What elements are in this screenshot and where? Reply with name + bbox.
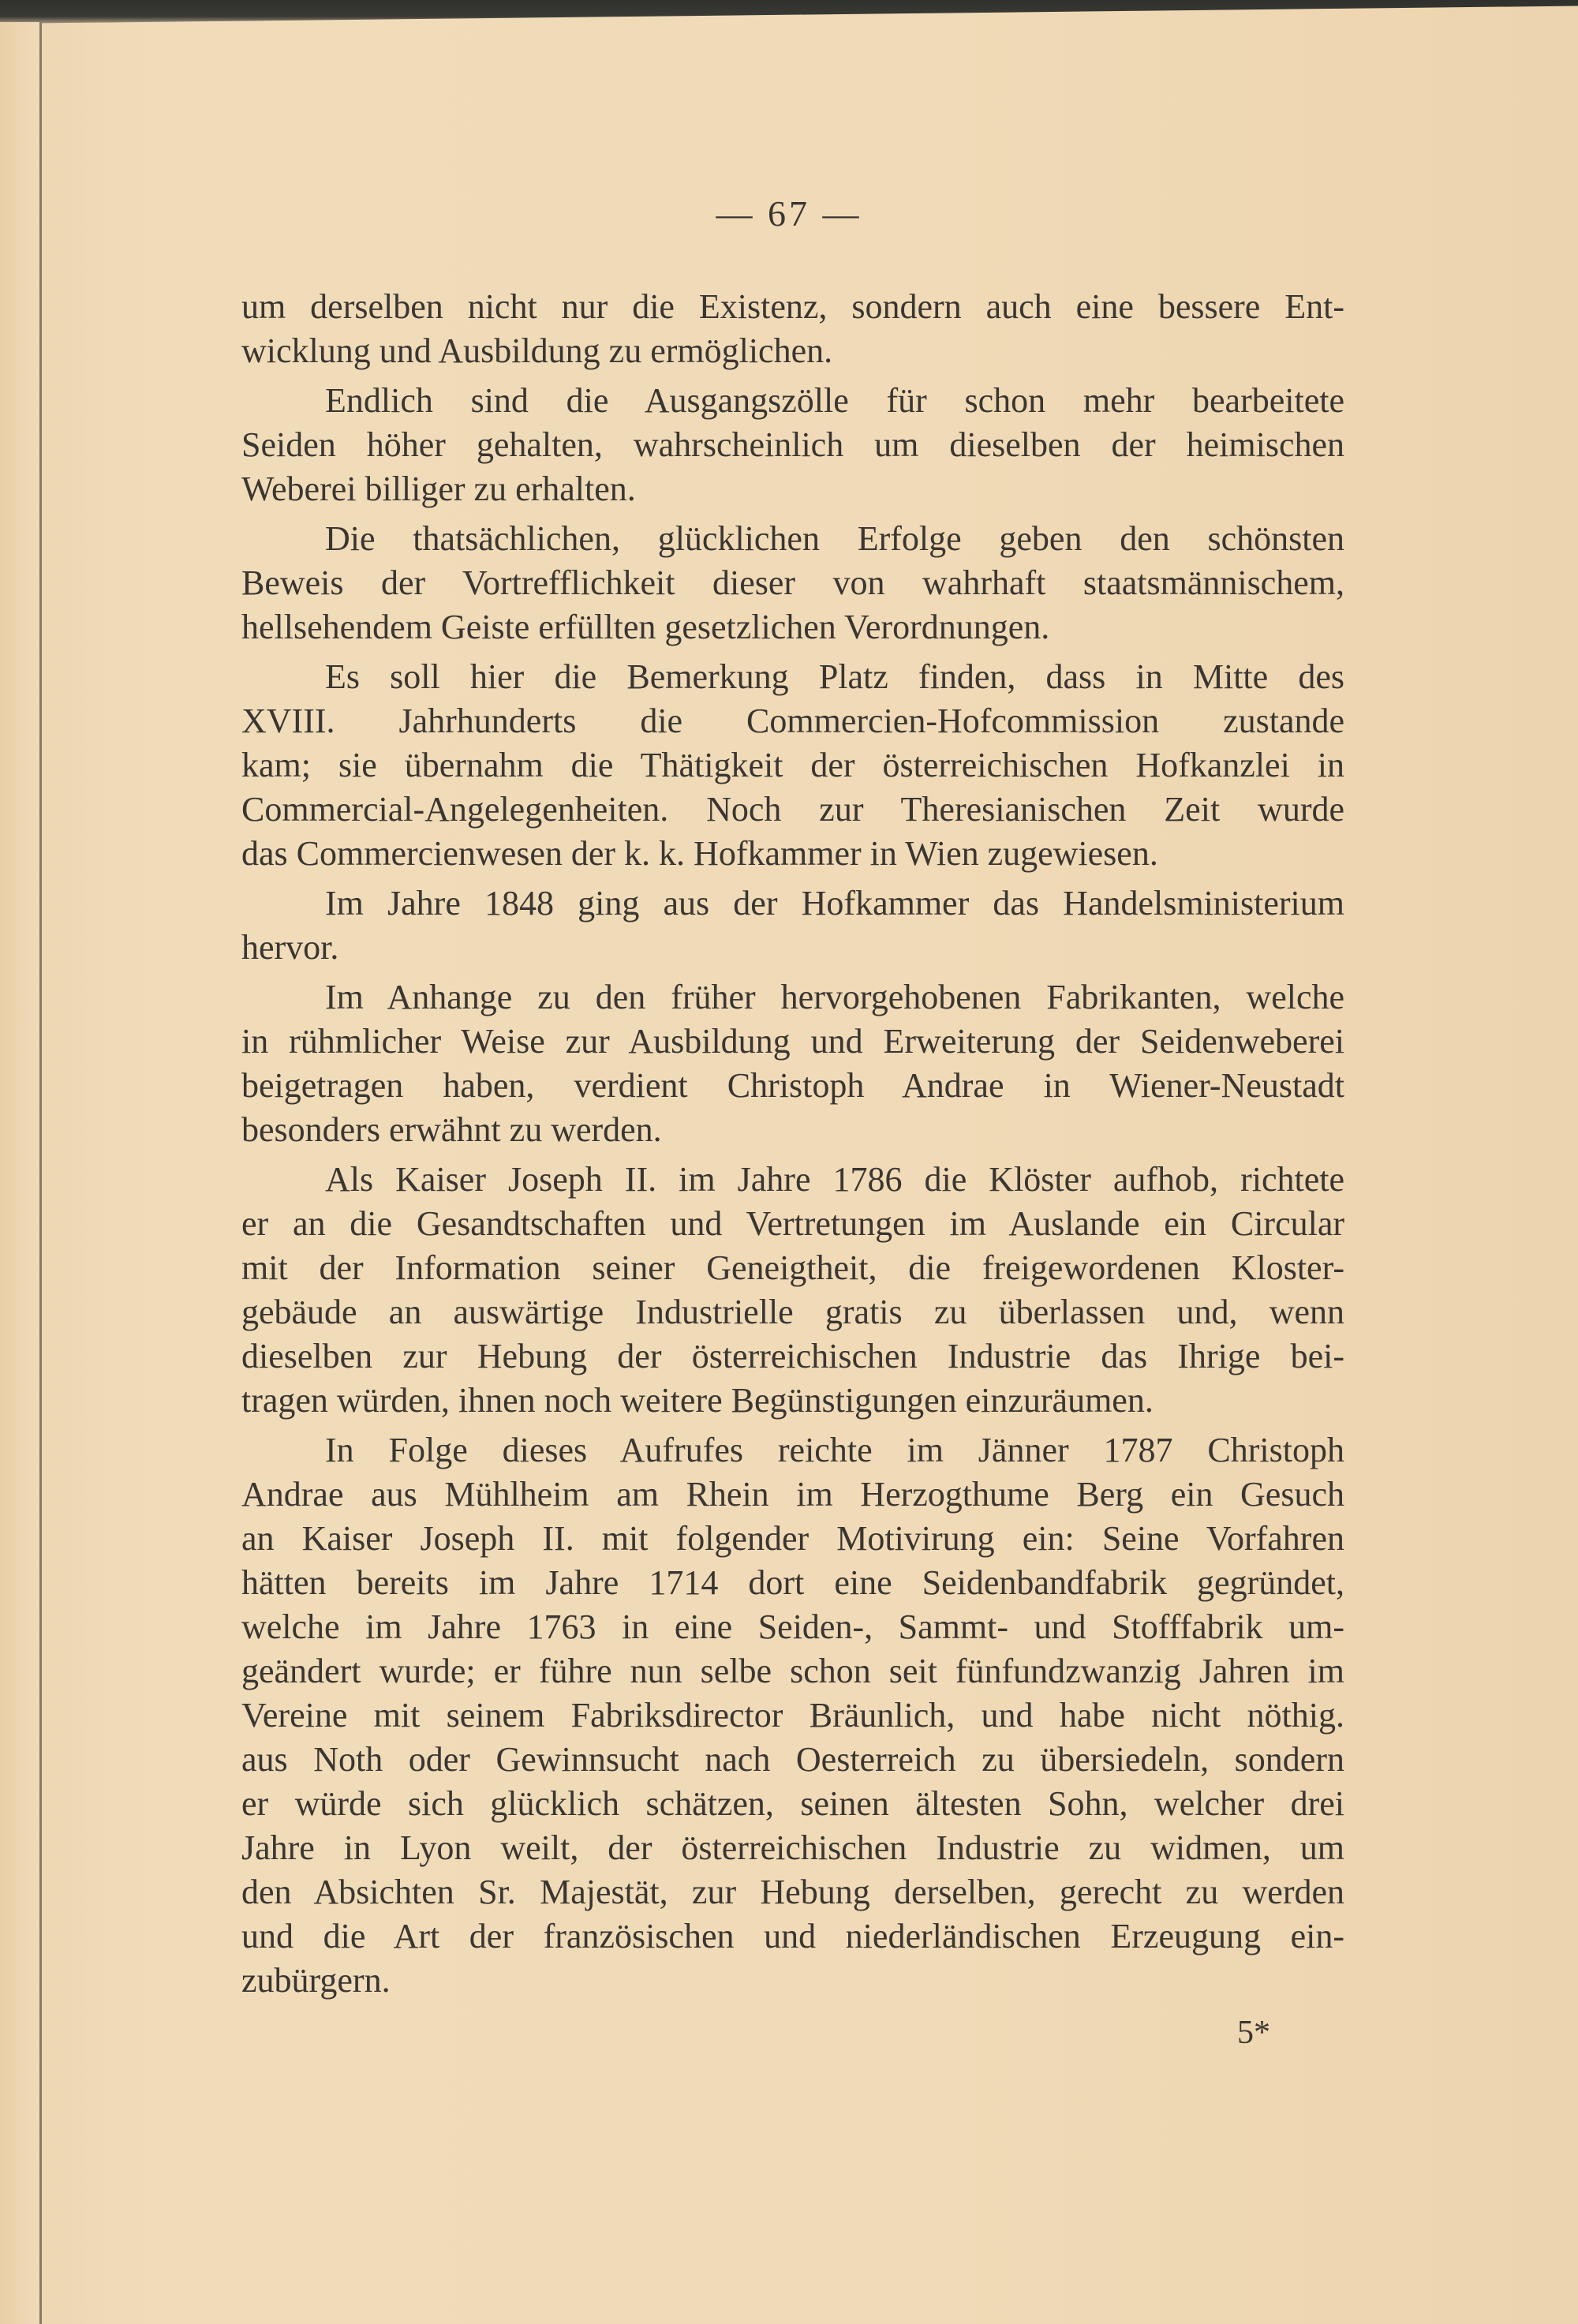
text-line: Andrae aus Mühlheim am Rhein im Herzogthume Berg ein Gesuch	[241, 1475, 1344, 1514]
text-line: Jahre in Lyon weilt, der österreichischen Industrie zu widmen, um	[241, 1828, 1344, 1867]
text-line: hätten bereits im Jahre 1714 dort eine Seidenbandfabrik gegründet,	[241, 1563, 1344, 1602]
text-line: um derselben nicht nur die Existenz, sondern auch eine bessere Ent-	[241, 287, 1344, 326]
paragraph	[241, 655, 1344, 876]
text-line: Es soll hier die Bemerkung Platz finden, dass in Mitte des	[325, 657, 1344, 696]
text-line: welche im Jahre 1763 in eine Seiden-, Sammt- und Stofffabrik um-	[241, 1607, 1344, 1646]
text-line: Beweis der Vortrefflichkeit dieser von wahrhaft staatsmännischem,	[241, 563, 1344, 602]
text-line: Im Jahre 1848 ging aus der Hofkammer das Handelsministerium	[325, 884, 1344, 922]
paragraph	[241, 975, 1344, 1152]
page-number: — 67 —	[716, 193, 862, 234]
paragraph	[241, 285, 1344, 373]
text-line: Endlich sind die Ausgangszölle für schon mehr bearbeitete	[325, 381, 1344, 420]
text-line: besonders erwähnt zu werden.	[241, 1110, 662, 1149]
text-line: hervor.	[241, 928, 339, 967]
text-line: XVIII. Jahrhunderts die Commercien-Hofcommission zustande	[241, 702, 1344, 740]
text-line: das Commercienwesen der k. k. Hofkammer in Wien zugewiesen.	[241, 834, 1158, 873]
text-line: in rühmlicher Weise zur Ausbildung und Erweiterung der Seidenweberei	[241, 1022, 1344, 1061]
text-line: In Folge dieses Aufrufes reichte im Jänner 1787 Christoph	[325, 1431, 1344, 1469]
paragraph	[241, 1158, 1344, 1423]
book-binding-edge	[0, 0, 1578, 24]
text-line: Vereine mit seinem Fabriksdirector Bräunlich, und habe nicht nöthig.	[241, 1696, 1344, 1735]
text-line: tragen würden, ihnen noch weitere Begünstigungen einzuräumen.	[241, 1381, 1154, 1420]
text-line: kam; sie übernahm die Thätigkeit der österreichischen Hofkanzlei in	[241, 746, 1344, 784]
text-line: geändert wurde; er führe nun selbe schon seit fünfundzwanzig Jahren im	[241, 1652, 1344, 1690]
text-line: Die thatsächlichen, glücklichen Erfolge geben den schönsten	[325, 519, 1344, 558]
paragraph	[241, 881, 1344, 970]
text-line: dieselben zur Hebung der österreichischen Industrie das Ihrige bei-	[241, 1337, 1344, 1375]
text-line: aus Noth oder Gewinnsucht nach Oesterreich zu übersiedeln, sondern	[241, 1740, 1344, 1779]
text-line: hellsehendem Geiste erfüllten gesetzlichen Verordnungen.	[241, 608, 1050, 646]
text-line: wicklung und Ausbildung zu ermöglichen.	[241, 331, 833, 370]
text-line: er würde sich glücklich schätzen, seinen ältesten Sohn, welcher drei	[241, 1784, 1344, 1823]
text-line: zubürgern.	[241, 1961, 391, 2000]
text-line: er an die Gesandtschaften und Vertretungen im Auslande ein Circular	[241, 1204, 1344, 1243]
text-line: Seiden höher gehalten, wahrscheinlich um dieselben der heimischen	[241, 425, 1344, 464]
text-line: und die Art der französischen und niederländischen Erzeugung ein-	[241, 1917, 1344, 1955]
paragraph	[241, 517, 1344, 649]
text-line: Als Kaiser Joseph II. im Jahre 1786 die Klöster aufhob, richtete	[325, 1160, 1344, 1199]
paragraph	[241, 1428, 1344, 2003]
text-line: Weberei billiger zu erhalten.	[241, 470, 636, 508]
text-line: Commercial-Angelegenheiten. Noch zur Theresianischen Zeit wurde	[241, 790, 1344, 829]
text-line: gebäude an auswärtige Industrielle gratis zu überlassen und, wenn	[241, 1293, 1344, 1331]
text-line: an Kaiser Joseph II. mit folgender Motivirung ein: Seine Vorfahren	[241, 1519, 1344, 1558]
text-line: den Absichten Sr. Majestät, zur Hebung derselben, gerecht zu werden	[241, 1873, 1344, 1911]
body-text	[241, 285, 1344, 2003]
text-line: Im Anhange zu den früher hervorgehobenen Fabrikanten, welche	[325, 978, 1344, 1016]
text-line: beigetragen haben, verdient Christoph Andrae in Wiener-Neustadt	[241, 1066, 1344, 1105]
page-gutter	[0, 22, 42, 2324]
signature-mark: 5*	[1237, 2015, 1270, 2051]
text-line: mit der Information seiner Geneigtheit, die freigewordenen Kloster-	[241, 1248, 1344, 1287]
paragraph	[241, 379, 1344, 511]
